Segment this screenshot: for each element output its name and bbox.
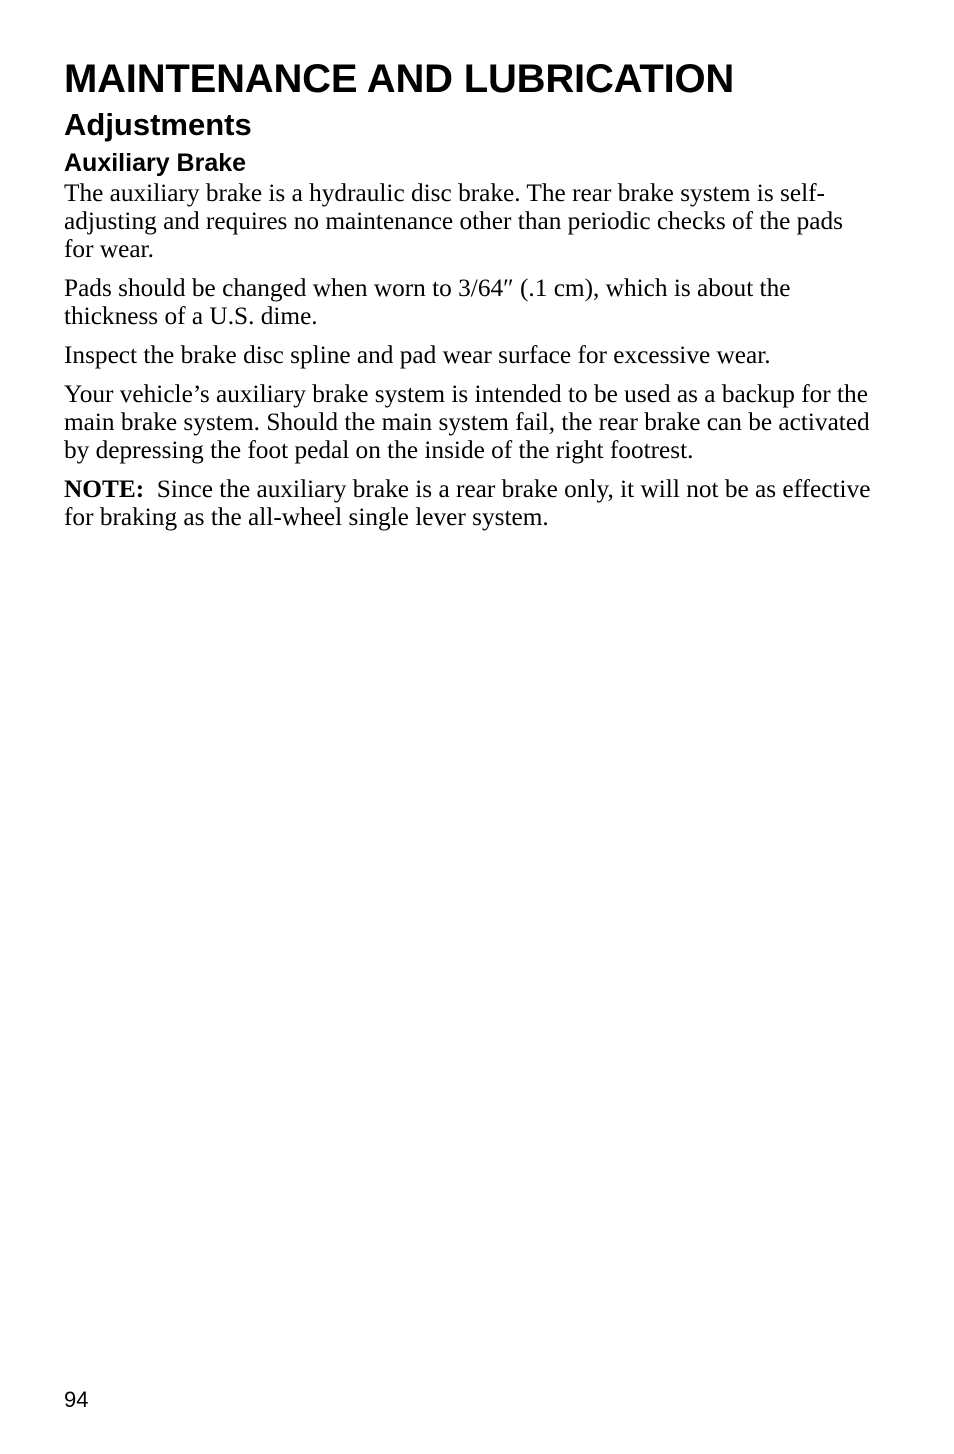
- page-content: [64, 54, 874, 542]
- topic-title: Auxiliary Brake: [64, 149, 247, 177]
- body-text: [64, 179, 874, 531]
- subsection-title: Adjustments: [64, 107, 252, 142]
- page-number: 94: [64, 1387, 89, 1412]
- note-paragraph: [64, 475, 874, 531]
- paragraph: Your vehicle’s auxiliary brake system is intended to be used as a backup for the main brake system. Should the main system fail, the rear brake can be activated by depressing the foot pedal on the inside of the right footrest.: [64, 380, 870, 464]
- section-title: MAINTENANCE AND LUBRICATION: [64, 57, 735, 101]
- note-text: Since the auxiliary brake is a rear brake only, it will not be as effective for braking as the all-wheel single lever system.: [64, 475, 871, 531]
- paragraph: Inspect the brake disc spline and pad wear surface for excessive wear.: [64, 341, 771, 369]
- paragraph: Pads should be changed when worn to 3/64″ (.1 cm), which is about the thickness of a U.S. dime.: [64, 274, 791, 330]
- paragraph: The auxiliary brake is a hydraulic disc brake. The rear brake system is self-adjusting and requires no maintenance other than periodic checks of the pads for wear.: [64, 179, 844, 263]
- note-label: NOTE:: [64, 475, 145, 503]
